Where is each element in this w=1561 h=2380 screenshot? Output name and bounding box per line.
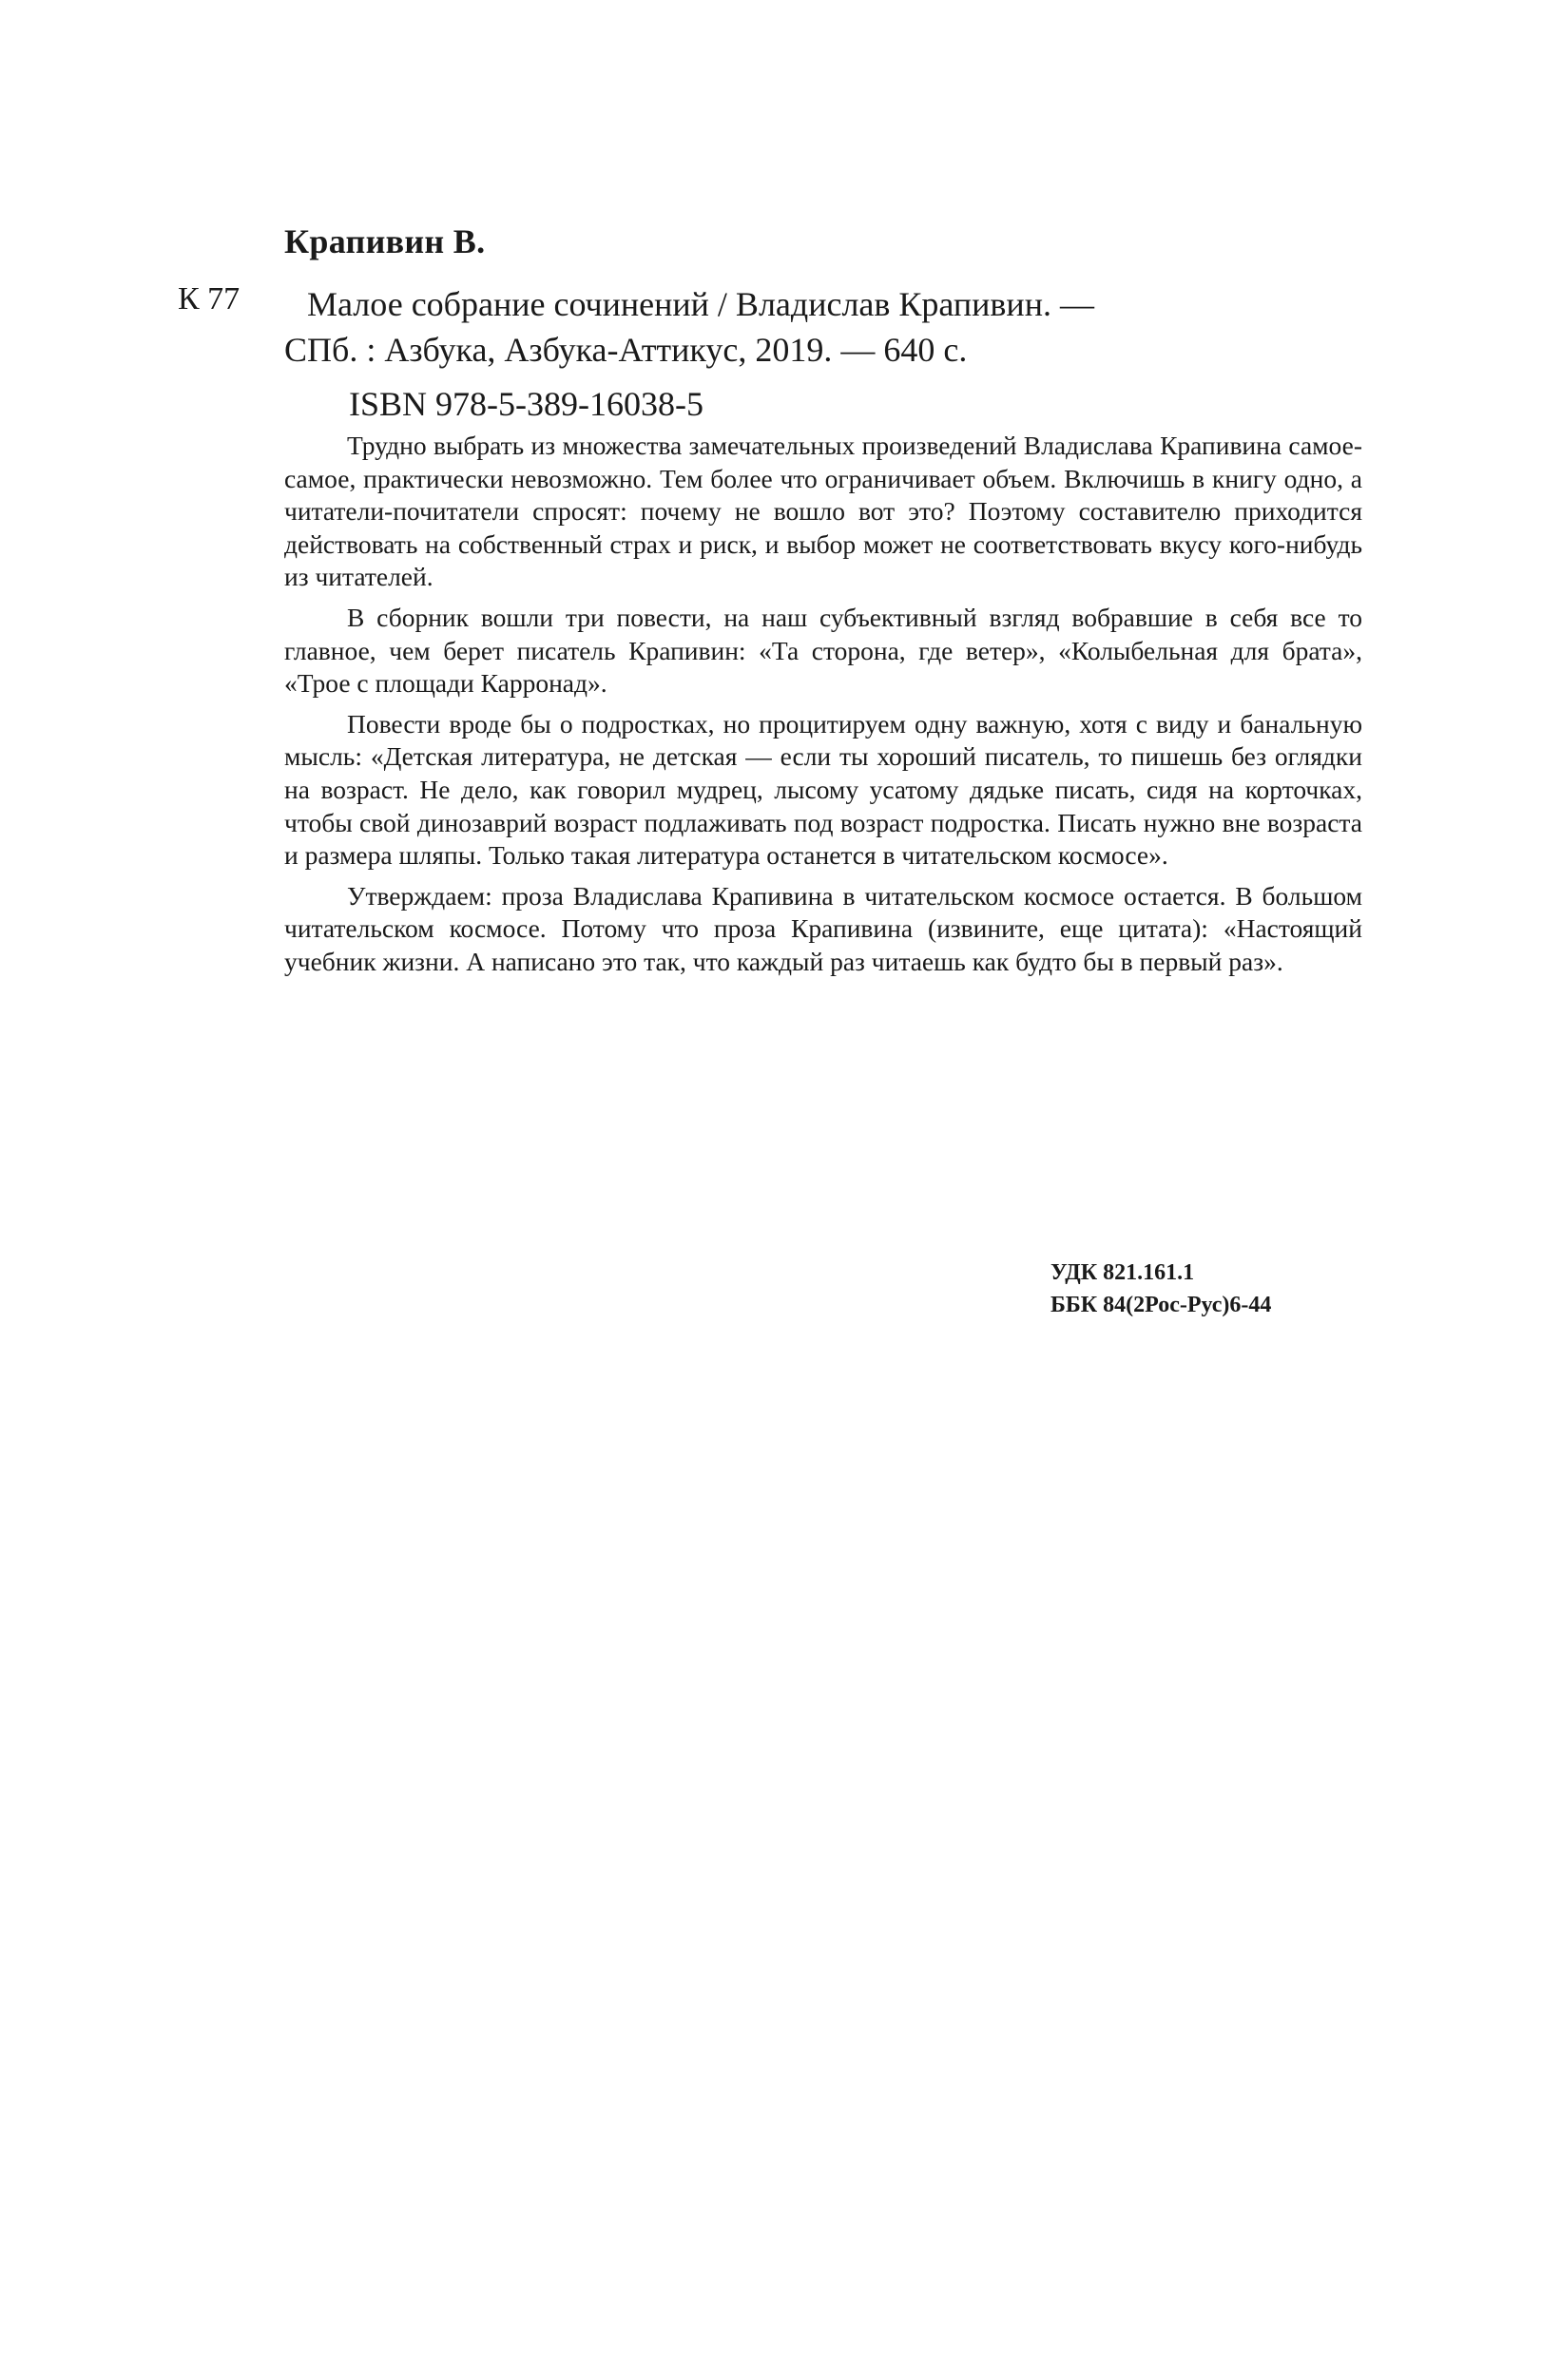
author-index-code: К 77 — [178, 281, 241, 317]
annotation-paragraph: Повести вроде бы о подростках, но процитируем одну важную, хотя с виду и банальную мысль: «Детская литература, не детская — если ты хороший писатель, то пишешь без оглядки на возраст. Не дело, как говорил мудрец, лысому усатому дядьке писать, сидя на корточках, чтобы свой динозаврий возраст подлаживать под возраст подростка. Писать нужно вне возраста и размера шляпы. Только такая литература останется в читательском космосе». — [284, 708, 1362, 871]
bbk-code: ББК 84(2Рос-Рус)6-44 — [1050, 1293, 1272, 1317]
annotation-paragraph: Утверждаем: проза Владислава Крапивина в читательском космосе остается. В большом читательском космосе. Потому что проза Крапивина (извините, еще цитата): «Настоящий учебник жизни. А написано это так, что каждый раз читаешь как будто бы в первый раз». — [284, 880, 1362, 976]
annotation-paragraph: Трудно выбрать из множества замечательных произведений Владислава Крапивина самое-самое, практически невозможно. Тем более что ограничивает объем. Включишь в книгу одно, а читатели-почитатели спросят: почему не вошло вот это? Поэтому составителю приходится действовать на собственный страх и риск, и выбор может не соответствовать вкусу кого-нибудь из читателей. — [284, 431, 1362, 592]
publication-statement: СПб. : Азбука, Азбука-Аттикус, 2019. — 640 с. — [284, 331, 968, 369]
author-heading: Крапивин В. — [284, 222, 486, 260]
annotation-paragraph: В сборник вошли три повести, на наш субъективный взгляд вобравшие в себя все то главное, чем берет писатель Крапивин: «Та сторона, где ветер», «Колыбельная для брата», «Трое с площади Карронад». — [284, 602, 1362, 699]
udk-code: УДК 821.161.1 — [1050, 1260, 1195, 1285]
annotation-text — [284, 430, 1362, 987]
title-statement: Малое собрание сочинений / Владислав Крапивин. — — [307, 285, 1094, 323]
isbn-number: ISBN 978-5-389-16038-5 — [349, 385, 703, 423]
bibliographic-description — [284, 281, 1368, 373]
classification-codes — [1050, 1257, 1271, 1321]
